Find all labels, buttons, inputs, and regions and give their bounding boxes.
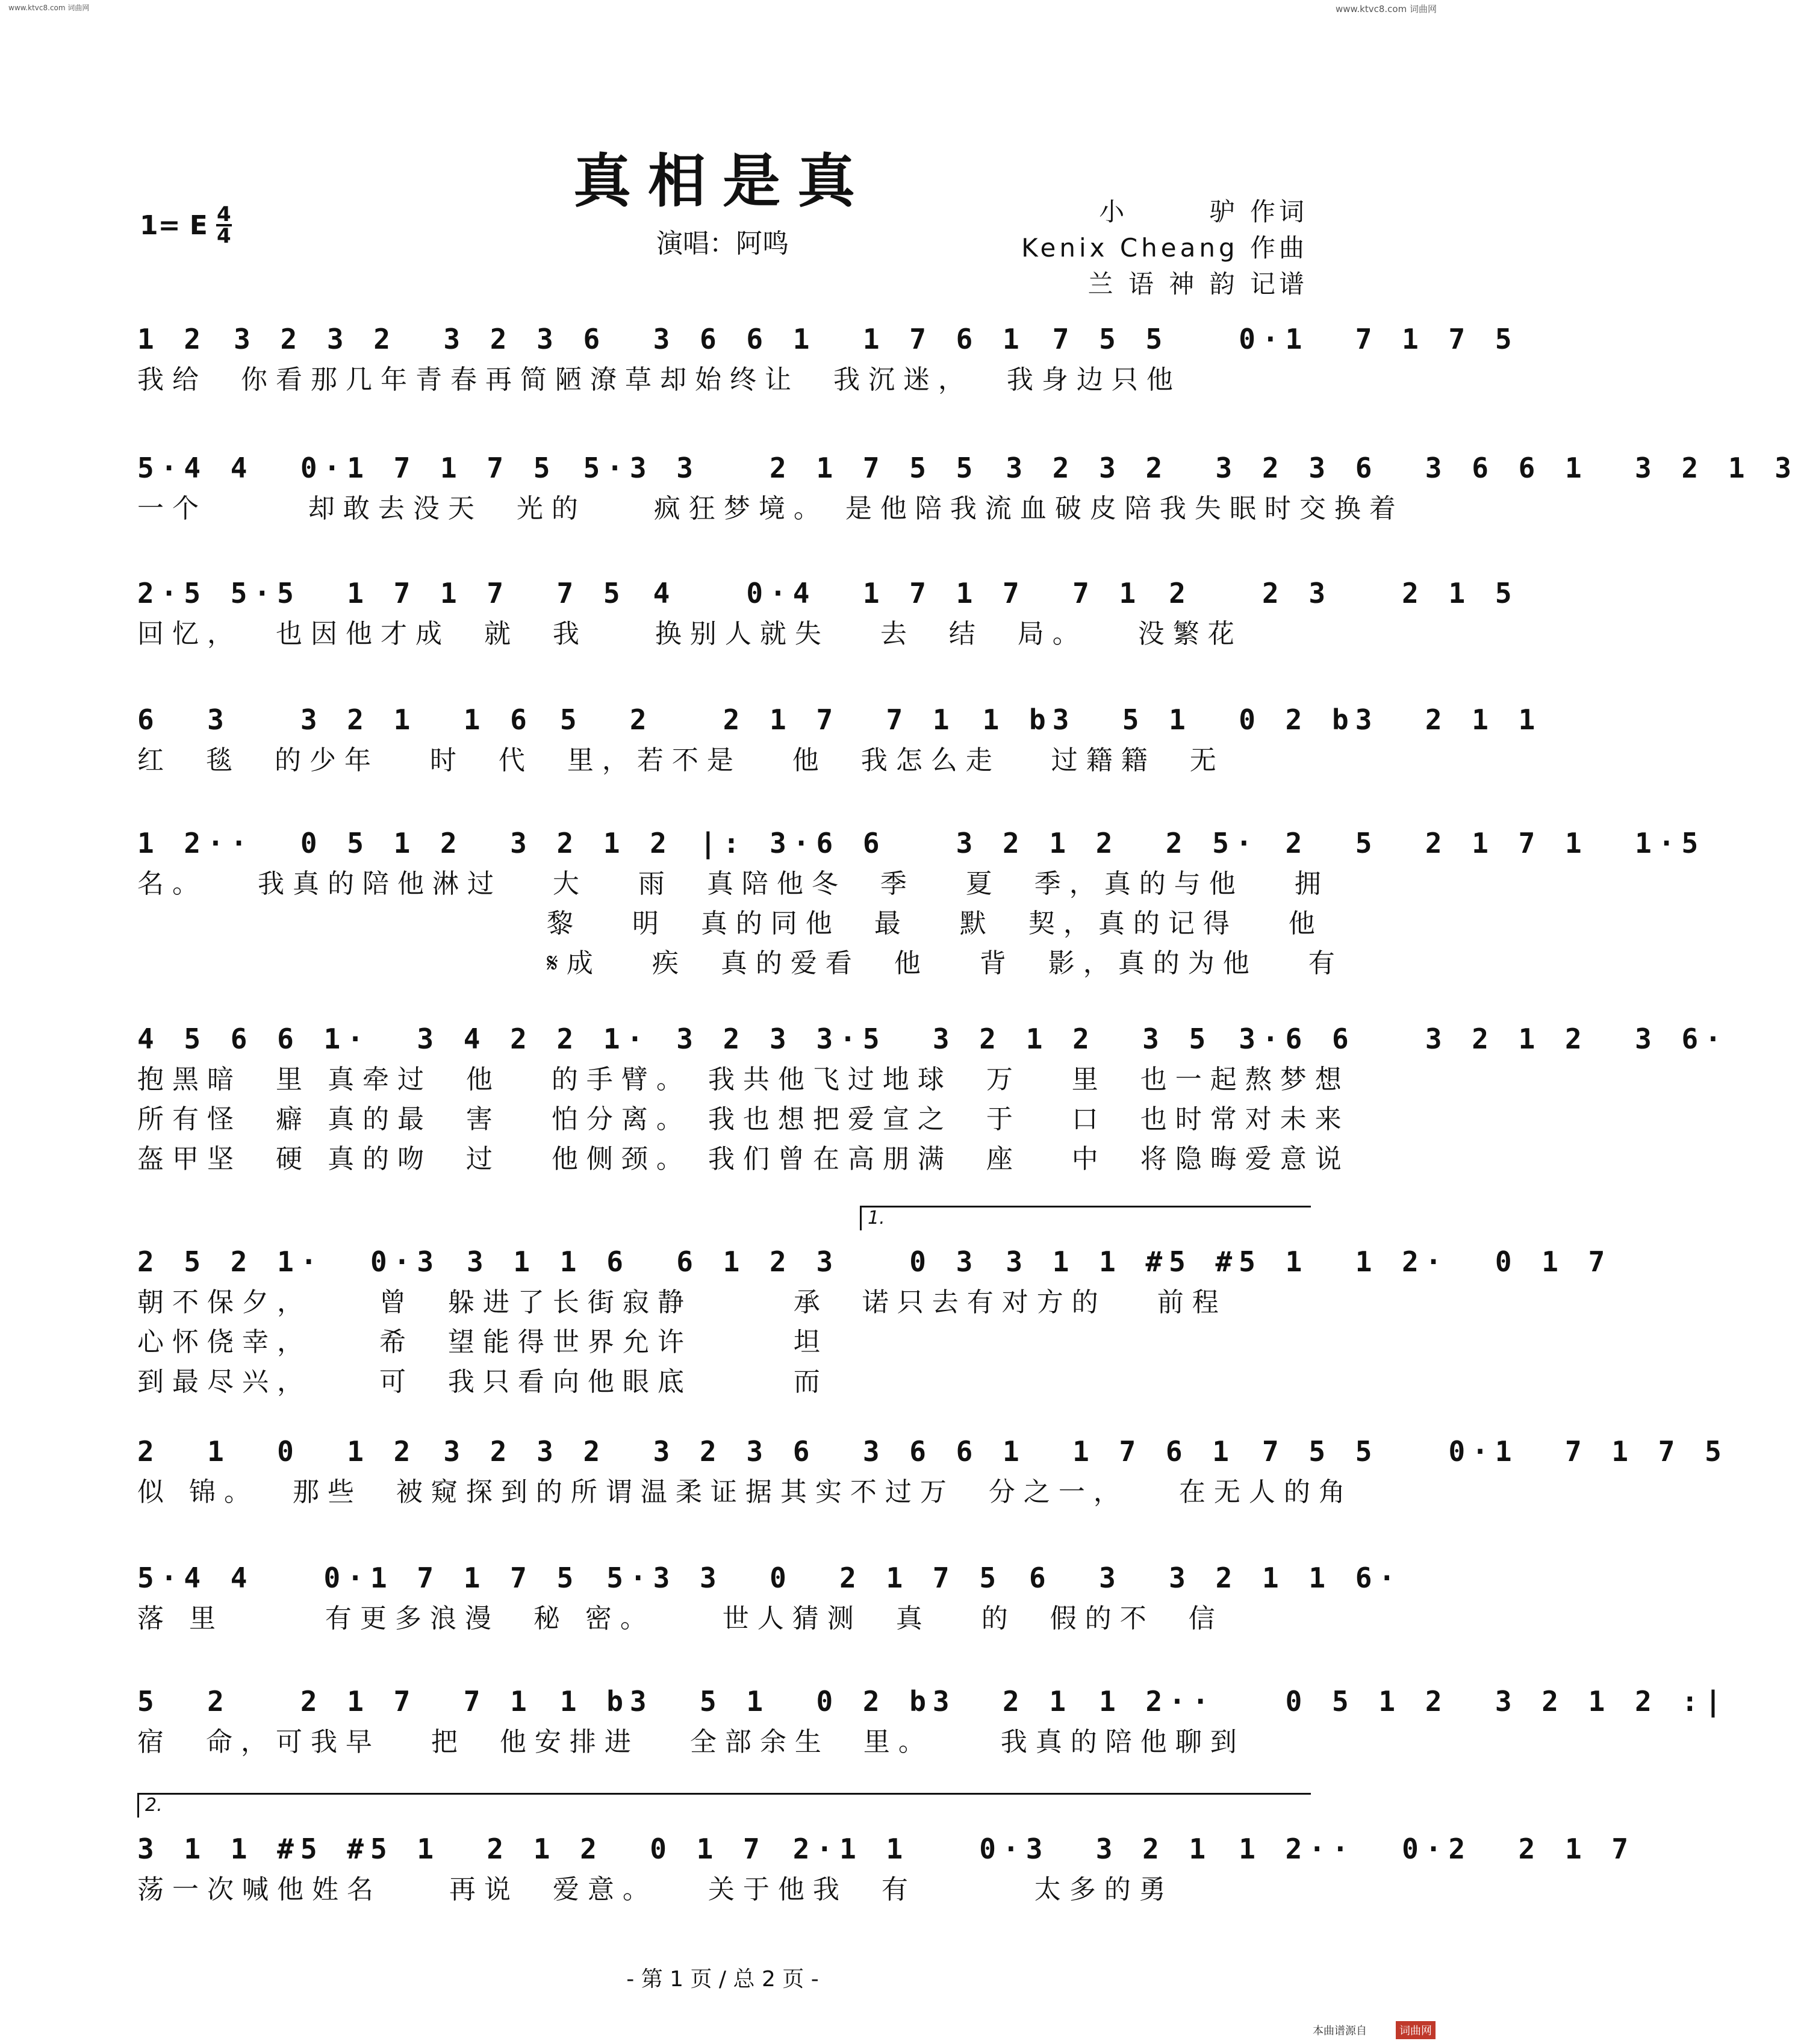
measure-group: 3·6 6 3 2 1 2 3 6· [1239, 1023, 1728, 1055]
volta-bracket [137, 1793, 1311, 1818]
measure-group: 3 1 1 6 6 1 2 3 0 3 [467, 1245, 980, 1278]
score-system [137, 1680, 1728, 1762]
notation-row [137, 699, 1542, 741]
lyric-line: 红 毯 的少年 时 代 里，若不是 他 我怎么走 过籍籍 无 [137, 745, 1225, 776]
credits [1021, 194, 1308, 302]
notation-row [137, 1828, 1635, 1870]
notation-row [137, 1680, 1728, 1722]
measure-group: 5·3 3 0 2 1 7 5 [606, 1562, 1003, 1594]
key-label: 1= E [140, 210, 208, 241]
notation-row [137, 1430, 1728, 1472]
measure-group: |: 3·6 6 3 2 1 2 2 5· [699, 827, 1259, 859]
score-system [137, 1018, 1728, 1179]
lyric-line: 落 里 有更多浪漫 秘 密。 世人猜测 真 的 假的不 信 [137, 1603, 1224, 1634]
lyric-line: 宿 命，可我早 把 他安排进 全部余生 里。 我真的陪他聊到 [137, 1727, 1245, 1757]
measure-group: 3 2 3 3·5 3 2 1 2 3 5 [676, 1023, 1213, 1055]
lyric-line: 荡一次喊他姓名 再说 爱意。 关于他我 有 太多的勇 [137, 1874, 1174, 1905]
source-logo-badge: 词曲网 [1396, 2021, 1436, 2039]
measure-group: 1 2·· 0·2 2 1 7 [1239, 1833, 1635, 1865]
notation-row [137, 1557, 1402, 1599]
volta-bracket [860, 1206, 1311, 1230]
lyric-line: 所有怪 癖 真的最 害 怕分离。 我也想把爱宣之 于 口 也时常对未来 [137, 1104, 1350, 1135]
score-system [137, 1795, 1635, 1910]
lyric-line: 回忆， 也因他才成 就 我 换别人就失 去 结 局。 没繁花 [137, 618, 1243, 649]
measure-group: 5 2 2 1 7 7 1 [137, 1685, 533, 1718]
notation-row [137, 1241, 1612, 1283]
measure-group: 2·5 5·5 1 7 1 7 7 5 [137, 577, 627, 609]
score-system [137, 1207, 1612, 1402]
volta-label: 1. [868, 1207, 885, 1229]
watermark-top-left: www.ktvc8.com 词曲网 [8, 4, 90, 12]
notation-row [137, 572, 1519, 614]
measure-group: 6 3 3 2 1 1 6· [1029, 1562, 1402, 1594]
measure-group: 5 2 2 1 7 7 1 [559, 703, 956, 736]
measure-group: 2 5 2 1 7 1 1·5 [1285, 827, 1705, 859]
credit-lyricist: 小 驴 作词 [1099, 197, 1308, 226]
measure-group: 2 2 3 2 1 5 [1169, 577, 1519, 609]
song-title: 真相是真 [573, 147, 872, 215]
measure-group: 3 2 3 2 3 2 3 6 3 6 6 1 3 2 1 3 [1006, 452, 1798, 484]
lyric-line: 我给 你看那几年青春再简陋潦草却始终让 我沉迷， 我身边只他 [137, 364, 1181, 395]
measure-group: 1 b3 5 1 0 2 b3 2 1 [559, 1685, 1073, 1718]
measure-group: 2 5 2 1· 0·3 [137, 1245, 441, 1278]
notation-row [137, 318, 1519, 360]
score-system [137, 699, 1542, 781]
score-system [137, 1430, 1728, 1512]
measure-group: 3 1 1 #5 #5 1 2 1 2 0 1 7 [137, 1833, 767, 1865]
measure-group: 3 1 1 #5 #5 1 1 2· 0 1 7 [1006, 1245, 1612, 1278]
notation-row [137, 447, 1798, 489]
time-bottom: 4 [217, 224, 231, 248]
lyric-line: 似 锦。 那些 被窥探到的所谓温柔证据其实不过万 分之一， 在无人的角 [137, 1477, 1354, 1507]
lyric-line: 黎 明 真的同他 最 默 契，真的记得 他 [547, 908, 1324, 939]
notation-row [137, 822, 1705, 864]
credit-transcriber: 兰 语 神 韵 记谱 [1087, 269, 1308, 299]
lyric-line: 心怀侥幸， 希 望能得世界允许 坦 [137, 1327, 829, 1357]
lyric-line: 到最尽兴， 可 我只看向他眼底 而 [137, 1366, 829, 1397]
notation-row [137, 1018, 1728, 1060]
measure-group: 7 5 5 0·1 7 1 7 5 [1052, 323, 1519, 355]
measure-group: 1 2·· 0 5 1 2 3 2 1 2 :| [1099, 1685, 1728, 1718]
score-system [137, 447, 1798, 529]
score-system [137, 1557, 1402, 1639]
singer-line: 演唱：阿鸣 [656, 228, 789, 259]
time-top: 4 [217, 202, 231, 226]
measure-group: 3 2 3 2 3 2 3 6 3 6 6 1 1 7 6 1 [443, 1435, 1236, 1468]
measure-group: 1 2 [137, 323, 208, 355]
watermark-top-right: www.ktvc8.com 词曲网 [1335, 4, 1437, 14]
lyric-line: 名。 我真的陪他淋过 大 雨 真陪他冬 季 夏 季，真的与他 拥 [137, 868, 1330, 899]
source-logo-text: 本曲谱源自 [1313, 2025, 1367, 2037]
lyric-line: 一个 却敢去没天 光的 疯狂梦境。 是他陪我流血破皮陪我失眠时交换着 [137, 493, 1404, 524]
measure-group: 2 1 0 1 2 [137, 1435, 417, 1468]
measure-group: 4 0·4 1 7 1 7 7 1 [653, 577, 1143, 609]
score-system [137, 318, 1519, 400]
lyric-line: 抱黑暗 里 真牵过 他 的手臂。 我共他飞过地球 万 里 也一起熬梦想 [137, 1064, 1350, 1095]
measure-group: 1 2·· 0 5 1 2 3 2 1 2 [137, 827, 673, 859]
measure-group: 3 2 3 2 3 2 3 6 3 6 6 1 1 7 6 1 [234, 323, 1026, 355]
measure-group: 6 3 3 2 1 1 6 [137, 703, 533, 736]
measure-group: 5·4 4 0·1 7 1 7 5 [137, 452, 557, 484]
measure-group: 4 5 6 6 1· 3 4 2 2 1· [137, 1023, 650, 1055]
page-number: - 第 1 页 / 总 2 页 - [626, 1967, 819, 1992]
measure-group: 2·1 1 0·3 3 2 1 [792, 1833, 1213, 1865]
lyric-line: 朝不保夕， 曾 躲进了长街寂静 承 诺只去有对方的 前程 [137, 1287, 1227, 1318]
lyric-line: 𝄋成 疾 真的爱看 他 背 影，真的为他 有 [547, 948, 1343, 979]
measure-group: 7 5 5 0·1 7 1 7 5 [1261, 1435, 1728, 1468]
measure-group: 1 b3 5 1 0 2 b3 2 1 1 [982, 703, 1542, 736]
measure-group: 5·4 4 0·1 7 1 7 5 [137, 1562, 580, 1594]
measure-group: 5·3 3 2 1 7 5 5 [583, 452, 980, 484]
lyric-line: 盔甲坚 硬 真的吻 过 他侧颈。 我们曾在高朋满 座 中 将隐晦爱意说 [137, 1144, 1350, 1174]
credit-composer: Kenix Cheang 作曲 [1021, 233, 1308, 263]
score-system [137, 822, 1705, 983]
score-system [137, 572, 1519, 654]
volta-label: 2. [145, 1795, 163, 1816]
